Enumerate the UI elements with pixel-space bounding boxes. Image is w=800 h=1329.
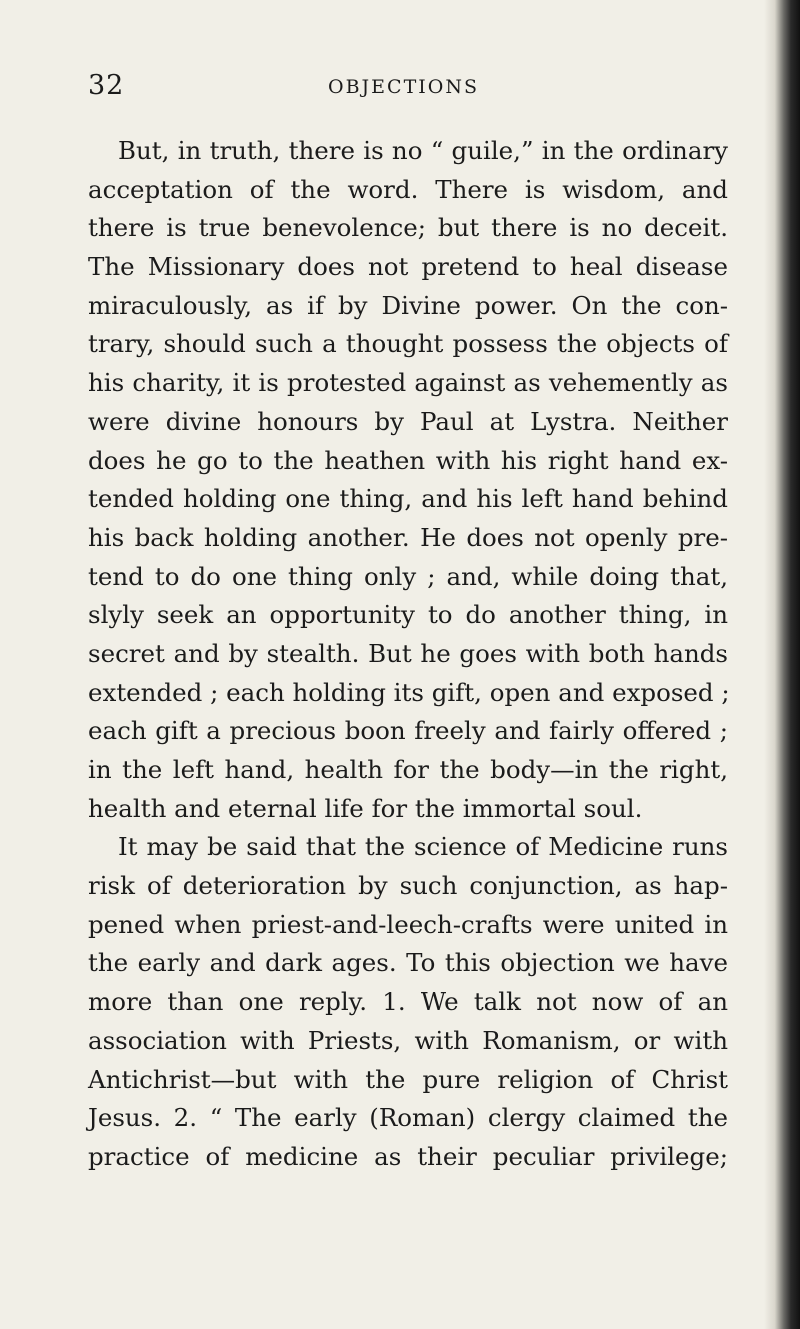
text-line: Antichrist—but with the pure religion of Christ: [88, 1064, 728, 1094]
text-line: health and eternal life for the immortal soul.: [88, 793, 643, 823]
text-line: But, in truth, there is no “ guile,” in the ordinary: [118, 136, 728, 165]
text-line: the early and dark ages. To this objection we have: [88, 948, 728, 978]
text-line: his back holding another. He does not openly pre-: [88, 522, 728, 552]
text-line: secret and by stealth. But he goes with both hands: [88, 638, 728, 668]
text-line: It may be said that the science of Medicine runs: [118, 832, 728, 862]
text-line: extended ; each holding its gift, open and exposed ;: [88, 677, 730, 707]
text-line: slyly seek an opportunity to do another thing, in: [88, 600, 728, 630]
text-line: does he go to the heathen with his right hand ex-: [88, 445, 728, 475]
text-line: each gift a precious boon freely and fairly offered ;: [88, 716, 728, 746]
text-line: Jesus. 2. “ The early (Roman) clergy claimed the: [88, 1103, 728, 1133]
text-line: trary, should such a thought possess the objects of: [88, 329, 728, 359]
text-line: tended holding one thing, and his left hand behind: [88, 484, 728, 514]
text-line: in the left hand, health for the body—in the right,: [88, 755, 728, 784]
text-line: there is true benevolence; but there is no deceit.: [88, 213, 728, 243]
running-head: OBJECTIONS: [328, 76, 479, 98]
text-line: acceptation of the word. There is wisdom, and: [88, 174, 728, 204]
text-line: risk of deterioration by such conjunction, as hap-: [88, 871, 728, 901]
page-binding-edge: [764, 0, 800, 1329]
text-line: were divine honours by Paul at Lystra. Neither: [88, 406, 728, 436]
text-line: more than one reply. 1. We talk not now of an: [88, 987, 728, 1017]
text-line: practice of medicine as their peculiar privilege;: [88, 1141, 728, 1171]
page-header: [88, 70, 728, 110]
text-line: The Missionary does not pretend to heal disease: [88, 252, 728, 282]
page-number: 32: [88, 70, 125, 101]
text-line: miraculously, as if by Divine power. On the con-: [88, 290, 728, 320]
text-line: his charity, it is protested against as vehemently as: [88, 368, 728, 398]
text-line: pened when priest-and-leech-crafts were united in: [88, 909, 728, 939]
text-line: tend to do one thing only ; and, while doing that,: [88, 561, 728, 591]
text-line: association with Priests, with Romanism, or with: [88, 1025, 728, 1055]
body-text: [88, 132, 728, 1177]
